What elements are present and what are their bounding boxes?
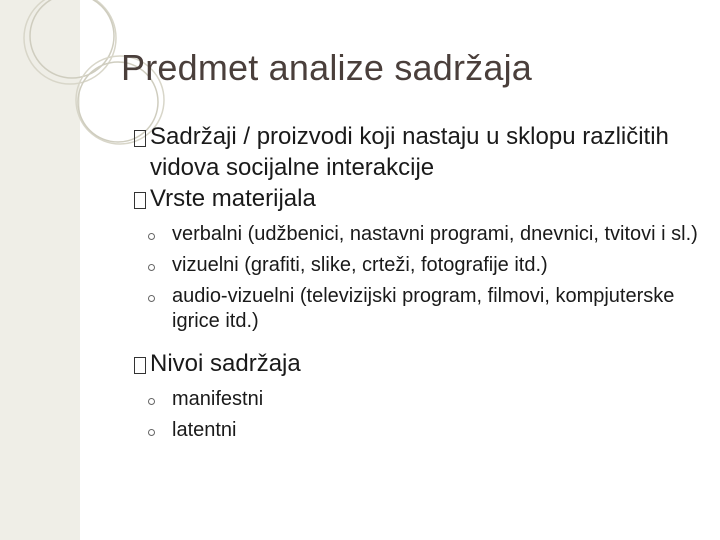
- sub-bullet-item: [133, 284, 703, 334]
- slide-title: Predmet analize sadržaja: [121, 47, 533, 88]
- bullet-item: [133, 121, 703, 183]
- sub-bullet-text: manifestni: [172, 388, 264, 410]
- sub-bullet-list: [133, 387, 703, 443]
- sub-bullet-item: [133, 222, 703, 247]
- bullet-text: Nivoi sadržaja: [150, 350, 301, 377]
- bullet-item: [133, 183, 703, 214]
- sub-bullet-text: audio-vizuelni (televizijski program, filmovi, kompjuterske igrice itd.): [172, 285, 675, 332]
- ring-bullet-icon: [148, 233, 155, 240]
- ring-bullet-icon: [148, 264, 155, 271]
- ring-bullet-icon: [148, 429, 155, 436]
- ring-bullet-icon: [148, 398, 155, 405]
- sub-bullet-text: verbalni (udžbenici, nastavni programi, dnevnici, tvitovi i sl.): [172, 223, 698, 245]
- slide-content: [133, 121, 703, 443]
- sub-bullet-item: [133, 387, 703, 412]
- bullet-text: Sadržaji / proizvodi koji nastaju u sklopu različitih vidova socijalne interakcije: [150, 123, 669, 181]
- bullet-text: Vrste materijala: [150, 185, 316, 212]
- sub-bullet-text: latentni: [172, 419, 237, 441]
- bullet-box-icon: [134, 357, 146, 374]
- sub-bullet-item: [133, 418, 703, 443]
- bullet-item: [133, 348, 703, 379]
- sub-bullet-text: vizuelni (grafiti, slike, crteži, fotografije itd.): [172, 254, 548, 276]
- bullet-box-icon: [134, 192, 146, 209]
- bullet-box-icon: [134, 130, 146, 147]
- sub-bullet-item: [133, 253, 703, 278]
- sub-bullet-list: [133, 222, 703, 334]
- ring-bullet-icon: [148, 295, 155, 302]
